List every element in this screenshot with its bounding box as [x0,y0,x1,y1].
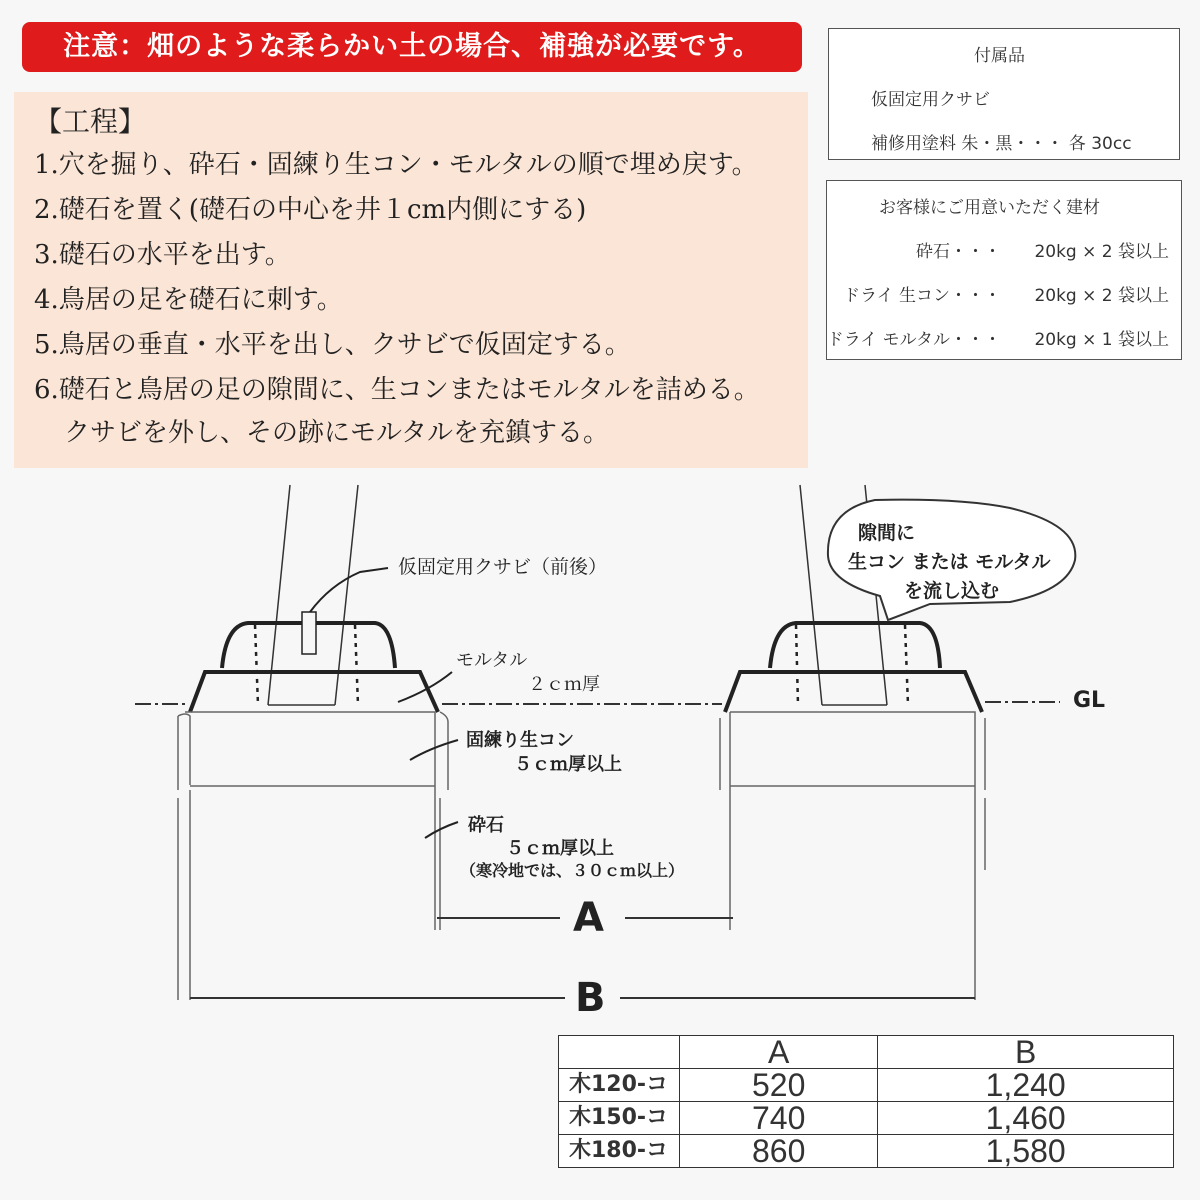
gl-label: GL [1073,688,1106,713]
right-stone-base [725,672,982,712]
b-cell: 1,240 [878,1069,1174,1102]
material-name: ドライ モルタル・・・ [826,330,1001,350]
gravel-label: 砕石 [468,815,504,836]
materials-box [826,180,1182,360]
process-step: 4.鳥居の足を礎石に刺す。 [34,285,343,315]
bubble-line: 生コン または モルタル [848,551,1051,573]
model-cell: 木150-コ [559,1102,680,1135]
concrete-label: 固練り生コン [466,730,574,751]
left-stone-base [190,672,438,712]
warning-banner: 注意：畑のような柔らかい土の場合、補強が必要です。 [22,22,802,72]
a-cell: 520 [680,1069,878,1102]
table-header-cell: B [878,1036,1174,1069]
accessories-item: 仮固定用クサビ [871,90,990,110]
table-row [559,1069,1174,1102]
accessories-item: 補修用塗料 朱・黒・・・ 各 30cc [871,134,1132,154]
process-step: 1.穴を掘り、砕石・固練り生コン・モルタルの順で埋め戻す。 [34,150,758,180]
process-panel [14,92,808,468]
table-row [559,1135,1174,1168]
accessories-box [828,28,1180,160]
process-heading: 【工程】 [34,105,147,138]
model-cell: 木180-コ [559,1135,680,1168]
dimension-b-label: B [575,975,606,1021]
process-step: 3.礎石の水平を出す。 [34,240,291,270]
ground-line [135,702,1060,704]
material-qty: 20kg × 1 袋以上 [1034,330,1169,350]
table-row [559,1102,1174,1135]
material-qty: 20kg × 2 袋以上 [1034,242,1169,262]
dimension-a-label: A [573,895,604,941]
process-step: 2.礎石を置く(礎石の中心を井１cm内側にする) [34,195,587,225]
gravel-leader [425,822,458,838]
table-header-cell: A [680,1036,878,1069]
gravel-thickness: ５ｃｍ厚以上 [506,838,614,859]
gravel-note: （寒冷地では、３０ｃｍ以上） [460,861,685,880]
materials-title: お客様にご用意いただく建材 [879,198,1100,218]
process-step: 6.礎石と鳥居の足の隙間に、生コンまたはモルタルを詰める。 [34,375,760,405]
material-qty: 20kg × 2 袋以上 [1034,286,1169,306]
a-cell: 740 [680,1102,878,1135]
process-step: 5.鳥居の垂直・水平を出し、クサビで仮固定する。 [34,330,631,360]
b-cell: 1,580 [878,1135,1174,1168]
a-cell: 860 [680,1135,878,1168]
b-cell: 1,460 [878,1102,1174,1135]
table-header-row [559,1036,1174,1069]
bubble-line: 隙間に [858,522,916,544]
accessories-title: 付属品 [974,46,1025,66]
material-name: 砕石・・・ [916,242,1001,262]
mortar-label: モルタル [456,650,528,671]
wedge-label: 仮固定用クサビ（前後） [398,556,608,578]
dimension-table [558,1035,1174,1168]
model-cell: 木120-コ [559,1069,680,1102]
table-header-cell [559,1036,680,1069]
mortar-thickness: ２ｃｍ厚 [528,674,600,695]
bubble-line: を流し込む [904,580,1000,602]
concrete-thickness: ５ｃｍ厚以上 [514,754,622,775]
material-name: ドライ 生コン・・・ [843,286,1001,306]
concrete-leader [410,740,458,760]
process-step: クサビを外し、その跡にモルタルを充鎮する。 [64,418,609,448]
wedge [302,612,316,654]
